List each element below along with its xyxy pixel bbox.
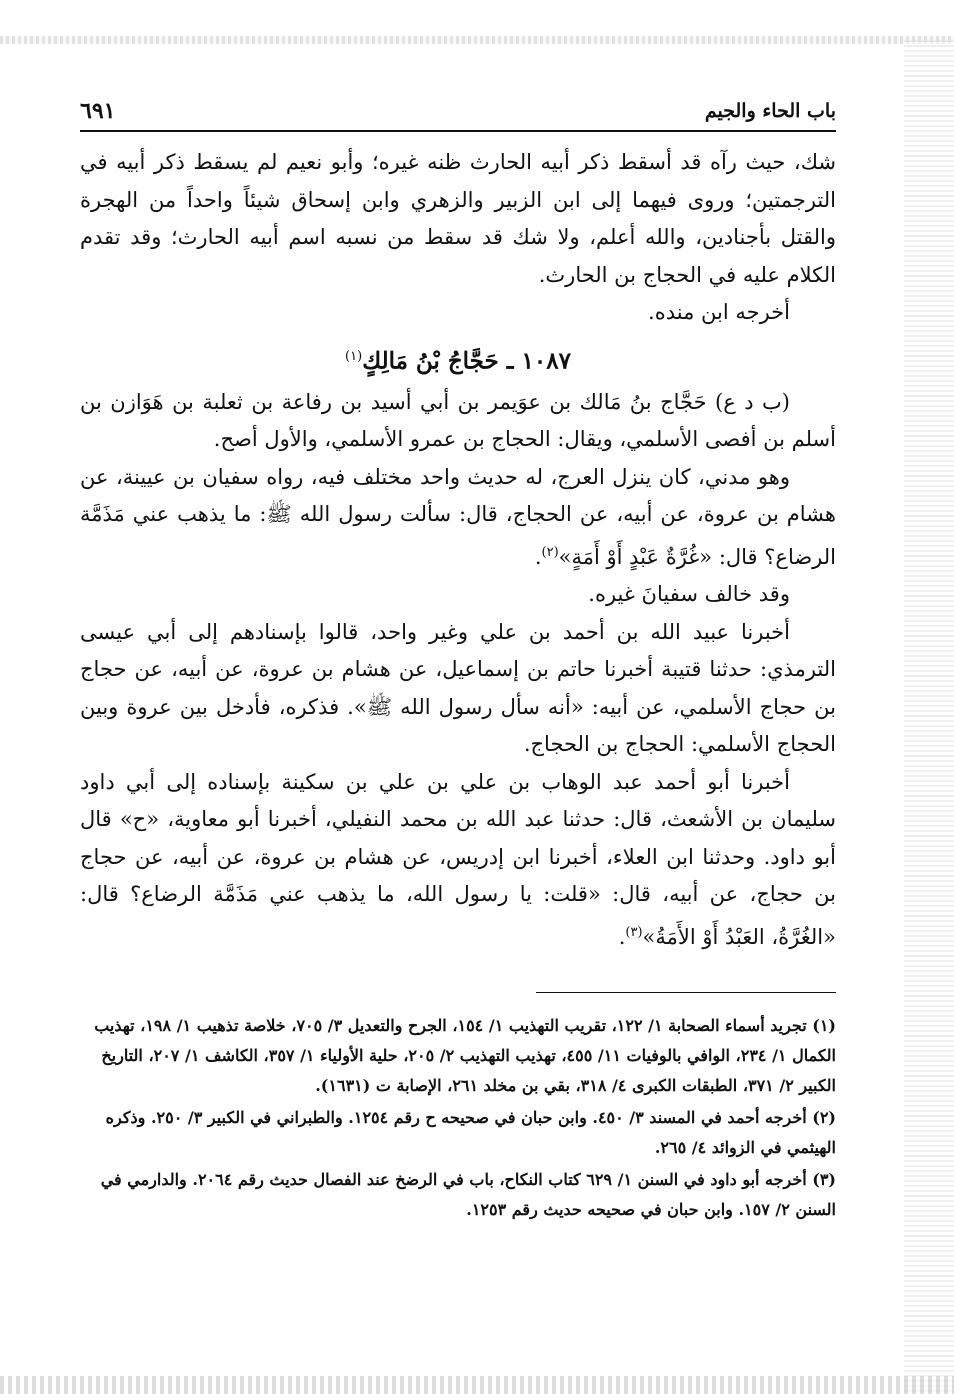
footnotes — [80, 1011, 836, 1225]
footnote-1-rest: ١٩٨، تهذيب الكمال ١/ ٢٣٤، الوافي بالوفيات ١١/ ٤٥٥، تهذيب التهذيب ٢/ ٢٠٥، حلية الأولياء ١/ ٣٥٧، الكاشف ١/ ٢٠٧، التاريخ الكبير ٢/ ٣٧١، الطبقات الكبرى ٤/ ٣١٨، بقي بن مخلد ٢٦١، الإصابة ت (١٦٣١). — [94, 1016, 836, 1096]
main-text — [80, 144, 836, 956]
footnote-ref-2: (٢) — [541, 544, 559, 560]
scan-edge-top — [0, 36, 954, 44]
page-header — [80, 94, 836, 132]
footnote-ref-3: (٣) — [625, 924, 643, 940]
footnote-separator — [536, 992, 836, 993]
paragraph-hadith-text: وهو مدني، كان ينزل العرج، له حديث واحد مختلف فيه، رواه سفيان بن عيينة، عن هشام بن عروة، عن أبيه، عن الحجاج، قال: سألت رسول الله ﷺ: ما يذهب عني مَذَمَّة الرضاع؟ قال: «غُرَّةٌ عَبْدٍ أَوْ أَمَةٍ» — [80, 464, 836, 569]
footnote-3-first: (٣) أخرجه أبو داود في السنن ١/ ٦٢٩ كتاب النكاح، باب في الرضخ عند الفصال حديث رقم ٢٠٦٤. — [192, 1170, 836, 1190]
footnote-2 — [80, 1103, 836, 1163]
paragraph-tirmidhi-chain: أخبرنا عبيد الله بن أحمد بن علي وغير واحد، قالوا بإسنادهم إلى أبي عيسى الترمذي: حدثنا قتيبة أخبرنا حاتم بن إسماعيل، عن هشام بن عروة، عن أبيه، عن حجاج بن حجاج الأسلمي، عن أبيه: «أنه سأل رسول الله ﷺ». فذكره، فأدخل بين عروة وبين الحجاج الأسلمي: الحجاج بن الحجاج. — [80, 619, 836, 757]
footnote-1-first: (١) تجريد أسماء الصحابة ١/ ١٢٢، تقريب التهذيب ١/ ١٥٤، الجرح والتعديل ٣/ ٧٠٥، خلاصة تذهيب ١/ — [176, 1016, 836, 1036]
footnote-ref-1: (١) — [345, 348, 363, 364]
footnote-3 — [80, 1165, 836, 1225]
footnote-3-rest: والدارمي في السنن ٢/ ١٥٧. وابن حبان في صحيحه حديث رقم ١٢٥٣. — [100, 1170, 836, 1220]
scan-edge-right — [904, 40, 954, 1394]
paragraph-abu-dawud-chain — [80, 764, 836, 957]
footnote-1 — [80, 1011, 836, 1101]
paragraph-disagreement: وقد خالف سفيانَ غيره. — [588, 582, 790, 607]
paragraph-hadith — [80, 459, 836, 577]
scan-edge-bottom — [0, 1376, 954, 1394]
page-number: ٦٩١ — [80, 98, 116, 124]
paragraph-abu-dawud-text: أخبرنا أبو أحمد عبد الوهاب بن علي بن علي بن سكينة بإسناده إلى أبي داود سليمان بن الأشعث، قال: حدثنا عبد الله بن محمد النفيلي، أخبرنا أبو معاوية، «ح» قال أبو داود. وحدثنا ابن العلاء، أخبرنا ابن إدريس، عن هشام بن عروة، عن أبيه، عن حجاج بن حجاج، عن أبيه، قال: «قلت: يا رسول الله، ما يذهب عني مَذَمَّة الرضاع؟ قال: «الغُرَّةُ، العَبْدُ أَوْ الأَمَةُ» — [80, 769, 836, 949]
paragraph-abu-dawud-end: . — [618, 924, 626, 949]
paragraph-hadith-end: . — [534, 544, 542, 569]
entry-heading-text: ١٠٨٧ ـ حَجَّاجُ بْنُ مَالِكٍ — [362, 347, 571, 375]
entry-heading — [80, 338, 836, 380]
paragraph-lineage: (ب د ع) حَجَّاج بنُ مَالك بن عوَيمر بن أبي أسيد بن رفاعة بن ثعلبة بن هَوَازن بن أسلم بن أفصى الأسلمي، ويقال: الحجاج بن عمرو الأسلمي، والأول أصح. — [80, 389, 836, 452]
chapter-title: باب الحاء والجيم — [704, 100, 836, 122]
book-page — [80, 94, 836, 1314]
paragraph-attribution: أخرجه ابن منده. — [648, 300, 790, 324]
paragraph-continuation: شك، حيث رآه قد أسقط ذكر أبيه الحارث ظنه غيره؛ وأبو نعيم لم يسقط ذكر أبيه في الترجمتين؛ وروى فيهما إلى ابن الزبير والزهري وابن إسحاق شيئاً واحداً من الهجرة والقتل بأجنادين، والله أعلم، ولا شك قد سقط من نسبه اسم أبيه الحارث؛ وقد تقدم الكلام عليه في الحجاج بن الحارث. — [80, 150, 836, 287]
footnote-2-rest: وذكره الهيثمي في الزوائد ٤/ ٢٦٥. — [105, 1108, 836, 1158]
footnote-2-first: (٢) أخرجه أحمد في المسند ٣/ ٤٥٠. وابن حبان في صحيحه ح رقم ١٢٥٤. والطبراني في الكبير ٣/ ٢٥٠. — [150, 1108, 836, 1128]
